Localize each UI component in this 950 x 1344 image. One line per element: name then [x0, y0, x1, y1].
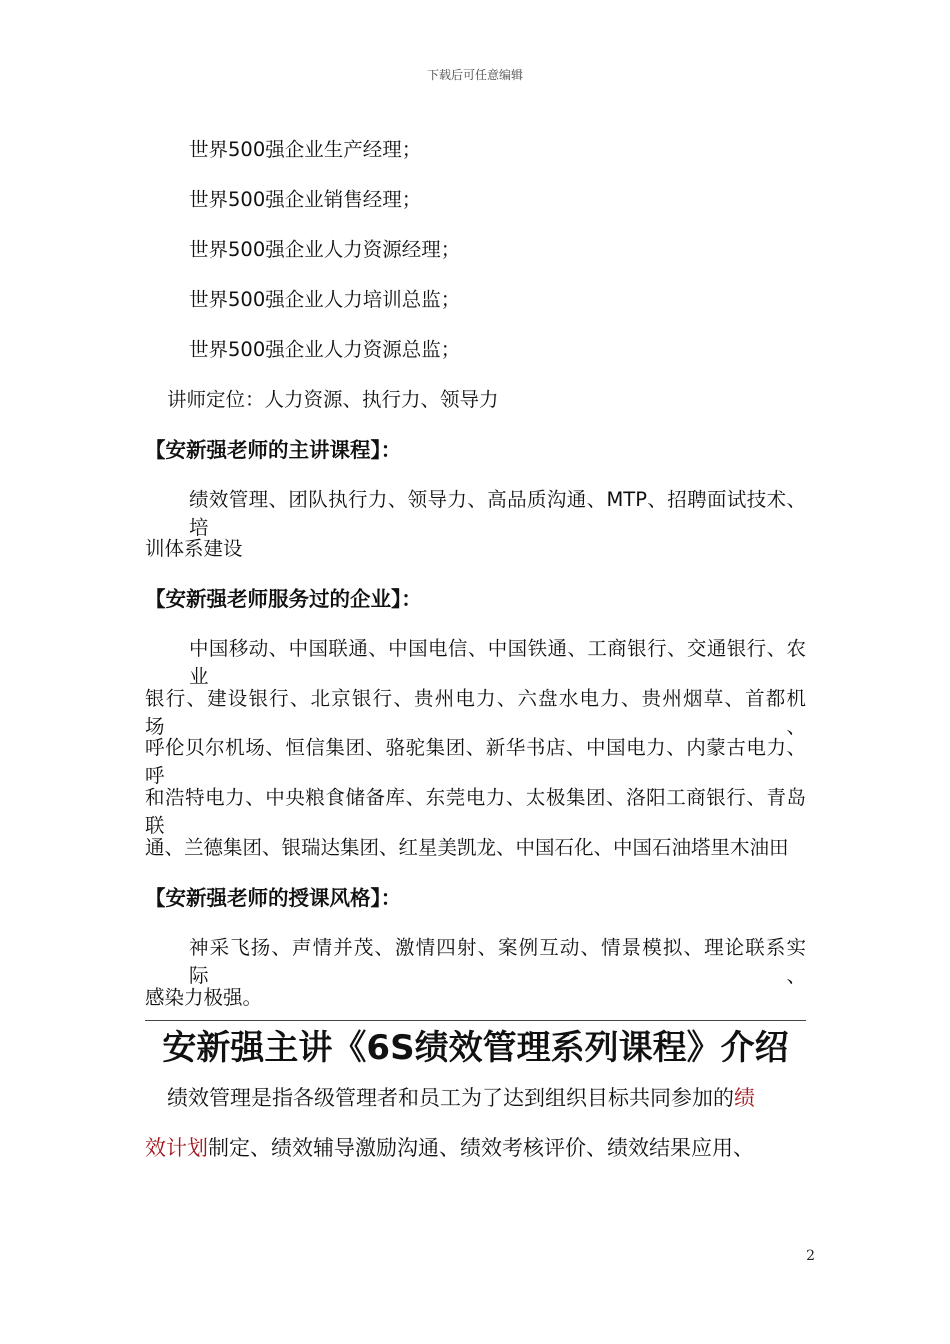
clients-heading: 【安新强老师服务过的企业】：: [145, 587, 422, 611]
style-heading: 【安新强老师的授课风格】：: [145, 886, 402, 910]
performance-plan-link-part-1[interactable]: 绩: [734, 1086, 755, 1110]
positioning-line: 讲师定位：人力资源、执行力、领导力: [167, 388, 499, 411]
intro-line-3: 世界500强企业人力资源经理；: [189, 238, 461, 261]
paragraph-text: 绩效管理是指各级管理者和员工为了达到组织目标共同参加的: [167, 1086, 734, 1110]
performance-plan-link-part-2[interactable]: 效计划: [145, 1136, 208, 1160]
clients-line-4: 和浩特电力、中央粮食储备库、东莞电力、太极集团、洛阳工商银行、青岛联: [145, 786, 806, 837]
clients-line-5: 通、兰德集团、银瑞达集团、红星美凯龙、中国石化、中国石油塔里木油田: [145, 836, 789, 859]
section-paragraph-line-2: [145, 1133, 754, 1163]
page-header-note: 下载后可任意编辑: [426, 68, 523, 82]
clients-line-1: 中国移动、中国联通、中国电信、中国铁通、工商银行、交通银行、农业: [189, 637, 806, 688]
section-divider: [145, 1020, 806, 1021]
courses-line-2: 训体系建设: [145, 537, 243, 560]
page-number: 2: [806, 1248, 815, 1264]
section-paragraph-line-1: [167, 1083, 806, 1113]
intro-line-4: 世界500强企业人力培训总监；: [189, 288, 461, 311]
courses-heading: 【安新强老师的主讲课程】：: [145, 438, 402, 462]
clients-line-2: 银行、建设银行、北京银行、贵州电力、六盘水电力、贵州烟草、首都机场、: [145, 687, 806, 738]
intro-line-2: 世界500强企业销售经理；: [189, 188, 422, 211]
courses-line-1: 绩效管理、团队执行力、领导力、高品质沟通、MTP、招聘面试技术、培: [189, 488, 806, 539]
style-line-1: 神采飞扬、声情并茂、激情四射、案例互动、情景模拟、理论联系实际、: [189, 936, 806, 987]
intro-line-5: 世界500强企业人力资源总监；: [189, 338, 461, 361]
section-title: 安新强主讲《6S绩效管理系列课程》介绍: [162, 1028, 789, 1068]
intro-line-1: 世界500强企业生产经理；: [189, 138, 422, 161]
clients-line-3: 呼伦贝尔机场、恒信集团、骆驼集团、新华书店、中国电力、内蒙古电力、呼: [145, 736, 806, 787]
style-line-2: 感染力极强。: [145, 986, 263, 1009]
paragraph-text: 制定、绩效辅导激励沟通、绩效考核评价、绩效结果应用、: [208, 1136, 754, 1160]
